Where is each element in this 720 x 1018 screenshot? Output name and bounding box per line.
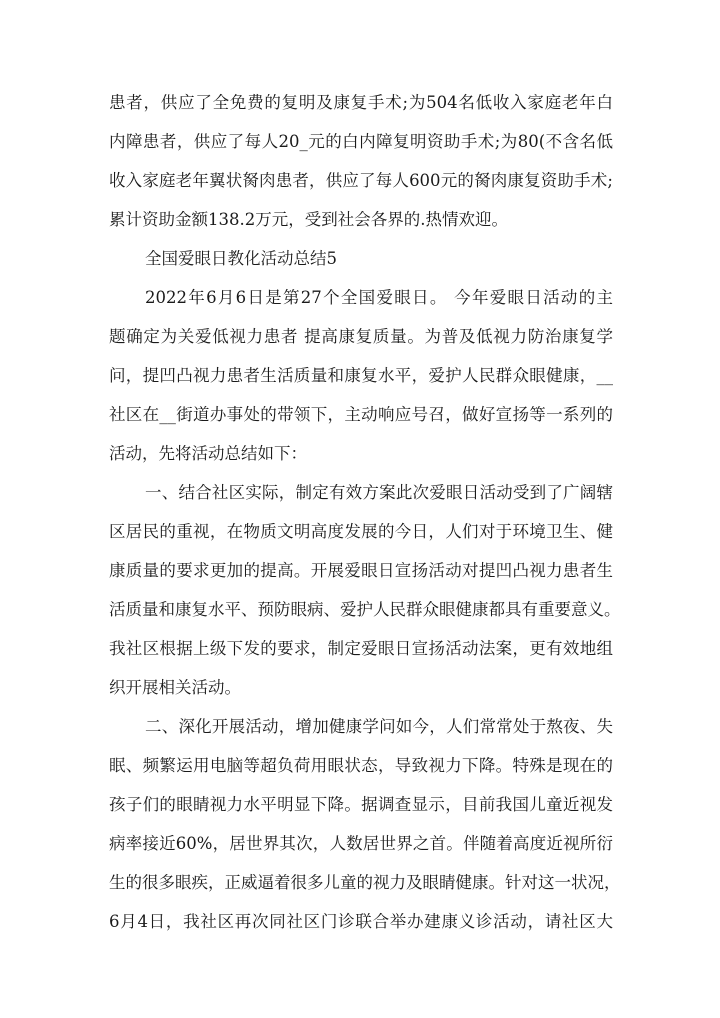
- text-line: 区居民的重视，在物质文明高度发展的今日，人们对于环境卫生、健: [109, 522, 613, 541]
- text-line: 活动，先将活动总结如下：: [109, 444, 307, 463]
- text-line: 织开展相关活动。: [109, 678, 241, 697]
- text-line: 二、深化开展活动，增加健康学问如今，人们常常处于熬夜、失: [145, 717, 613, 736]
- text-line: 2022年6月6日是第27个全国爱眼日。 今年爱眼日活动的主: [145, 288, 613, 307]
- text-line: 眠、频繁运用电脑等超负荷用眼状态，导致视力下降。特殊是现在的: [109, 756, 613, 775]
- text-line: 6月4日，我社区再次同社区门诊联合举办建康义诊活动，请社区大: [109, 912, 613, 931]
- text-line: 患者，供应了全免费的复明及康复手术;为504名低收入家庭老年白: [109, 93, 613, 112]
- text-line: 孩子们的眼睛视力水平明显下降。据调查显示，目前我国儿童近视发: [109, 795, 613, 814]
- text-line: 康质量的要求更加的提高。开展爱眼日宣扬活动对提凹凸视力患者生: [109, 561, 613, 580]
- text-line: 活质量和康复水平、预防眼病、爱护人民群众眼健康都具有重要意义。: [109, 600, 621, 619]
- text-line: 一、结合社区实际，制定有效方案此次爱眼日活动受到了广阔辖: [145, 483, 613, 502]
- text-line: 内障患者，供应了每人20_元的白内障复明资助手术;为80(不含名低: [109, 132, 613, 151]
- text-line: 生的很多眼疾，正威逼着很多儿童的视力及眼睛健康。针对这一状况，: [109, 873, 621, 892]
- text-line: 社区在__街道办事处的带领下，主动响应号召，做好宣扬等一系列的: [109, 405, 613, 424]
- text-line: 病率接近60%，居世界其次，人数居世界之首。伴随着高度近视所衍: [109, 834, 613, 853]
- text-line: 我社区根据上级下发的要求，制定爱眼日宣扬活动法案，更有效地组: [109, 639, 613, 658]
- text-line: 累计资助金额138.2万元，受到社会各界的.热情欢迎。: [109, 210, 508, 229]
- text-line: 题确定为关爱低视力患者 提高康复质量。为普及低视力防治康复学: [109, 327, 613, 346]
- text-line: 收入家庭老年翼状胬肉患者，供应了每人600元的胬肉康复资助手术;: [109, 171, 613, 190]
- text-line: 问，提凹凸视力患者生活质量和康复水平，爱护人民群众眼健康，__: [109, 366, 613, 385]
- section-heading: 全国爱眼日教化活动总结5: [145, 249, 337, 268]
